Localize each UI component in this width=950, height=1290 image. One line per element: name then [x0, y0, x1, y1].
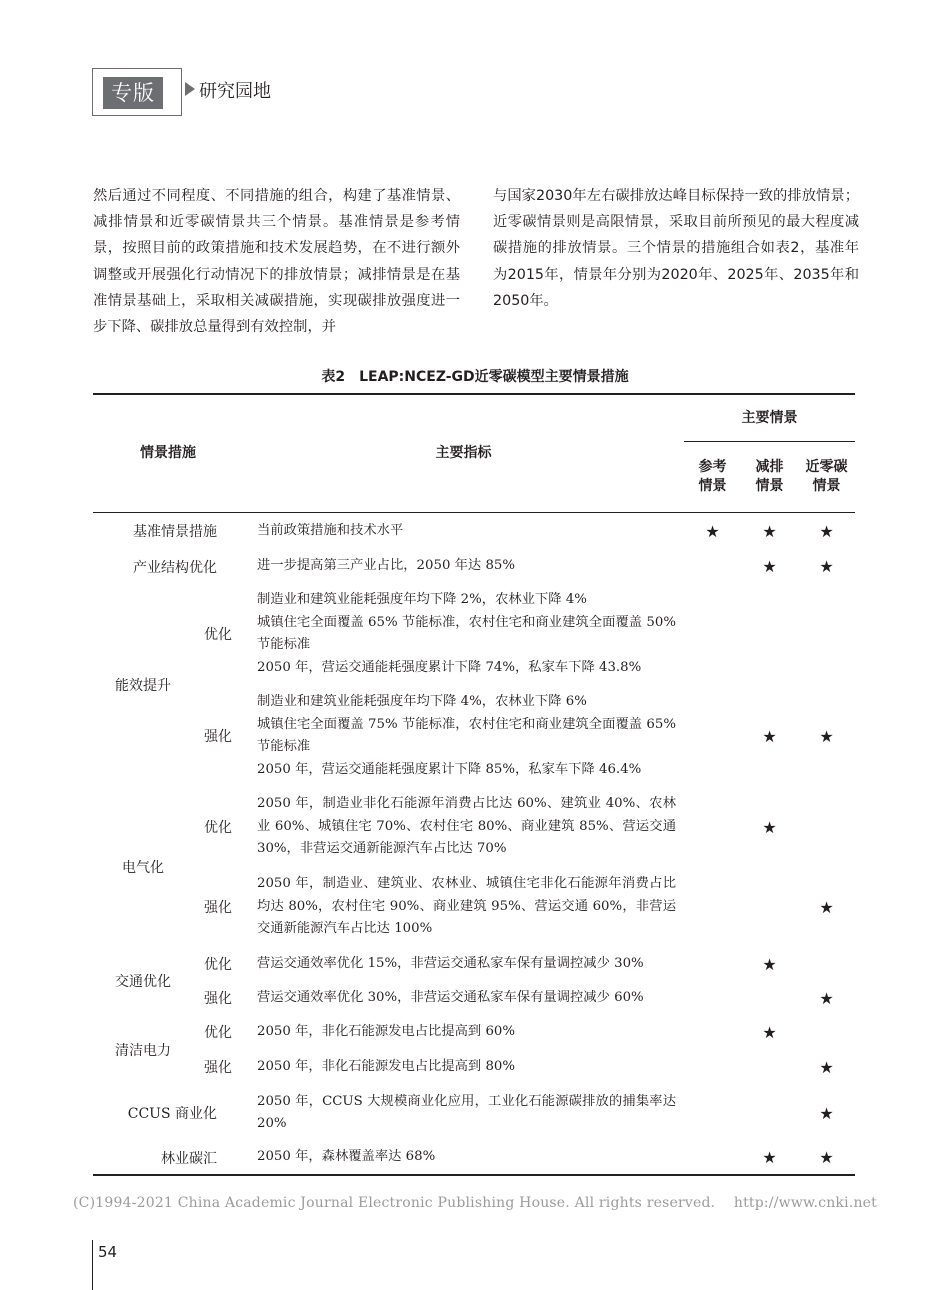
empty-mark — [798, 1015, 855, 1049]
empty-mark — [684, 685, 741, 787]
empty-mark — [741, 583, 798, 685]
indicator-cell: 2050 年，CCUS 大规模商业化应用，工业化石能源碳排放的捕集率达 20% — [257, 1093, 676, 1131]
header-nearzero-scenario — [798, 442, 855, 512]
level-cell: 优化 — [204, 1025, 232, 1041]
table-row — [93, 787, 855, 867]
measure-cell: 产业结构优化 — [133, 559, 217, 576]
table-row — [93, 947, 855, 981]
level-cell: 强化 — [204, 1060, 232, 1076]
table-caption: 表2 LEAP:NCEZ-GD近零碳模型主要情景措施 — [321, 369, 629, 385]
measure-cell: 清洁电力 — [115, 1043, 171, 1059]
indicator-cell: 当前政策措施和技术水平 — [257, 523, 404, 538]
table-row — [93, 1141, 855, 1175]
header-scenarios-label: 主要情景 — [741, 410, 798, 426]
star-mark: ★ — [819, 557, 834, 576]
header-nearzero-line2: 情景 — [812, 477, 841, 494]
indicator-cell: 营运交通效率优化 15%，非营运交通私家车保有量调控减少 30% — [257, 955, 644, 971]
header-nearzero-line1: 近零碳 — [805, 458, 848, 475]
star-mark: ★ — [819, 726, 834, 746]
level-cell: 优化 — [204, 820, 232, 836]
header-measures: 情景措施 — [93, 394, 243, 512]
measure-cell: 基准情景措施 — [133, 524, 217, 541]
star-mark: ★ — [762, 521, 777, 541]
indicator-cell — [243, 583, 684, 685]
indicator-cell: 进一步提高第三产业占比，2050 年达 85% — [257, 558, 516, 574]
scenario-measures-table — [93, 393, 855, 1176]
empty-mark — [684, 867, 741, 947]
table-row — [93, 550, 855, 583]
indicator-line: 制造业和建筑业能耗强度年均下降 4%，农林业下降 6% — [257, 694, 587, 709]
star-mark: ★ — [762, 954, 777, 974]
measure-cell: 交通优化 — [115, 974, 171, 990]
table-row — [93, 685, 855, 787]
indicator-cell: 营运交通效率优化 30%，非营运交通私家车保有量调控减少 60% — [257, 989, 644, 1005]
indicator-cell: 2050 年，非化石能源发电占比提高到 60% — [257, 1023, 516, 1039]
indicator-line: 城镇住宅全面覆盖 75% 节能标准，农村住宅和商业建筑全面覆盖 65% 节能标准 — [257, 716, 676, 754]
star-mark: ★ — [819, 988, 834, 1008]
empty-mark — [741, 1049, 798, 1085]
body-text-left: 然后通过不同程度、不同措施的组合，构建了基准情景、减排情景和近零碳情景共三个情景。基准情景是参考情景，按照目前的政策措施和技术发展趋势，在不进行额外调整或开展强化行动情况下的排放情景；减排情景是在基准情景基础上，采取相关减碳措施，实现碳排放强度进一步下降、碳排放总量得到有效控制，并 — [93, 188, 460, 336]
indicator-line: 2050 年，营运交通能耗强度累计下降 85%，私家车下降 46.4% — [257, 761, 642, 777]
indicator-cell — [243, 685, 684, 787]
level-cell: 优化 — [204, 957, 232, 973]
section-tag-frame — [92, 68, 182, 116]
star-mark: ★ — [819, 1103, 834, 1123]
empty-mark — [684, 1085, 741, 1141]
level-cell: 强化 — [204, 991, 232, 1007]
empty-mark — [741, 867, 798, 947]
indicator-cell: 2050 年，森林覆盖率达 68% — [243, 1141, 684, 1175]
star-mark: ★ — [762, 817, 777, 837]
measure-cell: 林业碳汇 — [93, 1141, 243, 1175]
star-mark: ★ — [819, 521, 834, 541]
empty-mark — [798, 947, 855, 981]
table-row — [93, 583, 855, 685]
empty-mark — [684, 1049, 741, 1085]
indicator-cell: 2050 年，制造业、建筑业、农林业、城镇住宅非化石能源年消费占比均达 80%，农村住宅 90%、商业建筑 95%、营运交通 60%，非营运交通新能源汽车占比达 100% — [257, 876, 676, 937]
empty-mark — [798, 787, 855, 867]
section-name: 研究园地 — [199, 81, 271, 102]
table-row — [93, 981, 855, 1015]
indicator-cell: 2050 年，非化石能源发电占比提高到 80% — [257, 1058, 516, 1074]
empty-mark — [684, 787, 741, 867]
indicator-cell: 2050 年，制造业非化石能源年消费占比达 60%、建筑业 40%、农林业 60%、城镇住宅 70%、农村住宅 80%、商业建筑 85%、营运交通 30%，非营运交通新能源汽车占比达 70% — [257, 796, 676, 857]
body-text-right: 与国家2030年左右碳排放达峰目标保持一致的排放情景；近零碳情景则是高限情景，采取目前所预见的最大程度减碳措施的排放情景。三个情景的措施组合如表2，基准年为2015年，情景年分别为2020年、2025年、2035年和2050年。 — [493, 188, 859, 309]
empty-mark — [684, 1015, 741, 1049]
empty-mark — [684, 583, 741, 685]
indicator-line: 制造业和建筑业能耗强度年均下降 2%，农林业下降 4% — [257, 592, 587, 607]
measure-cell: 能效提升 — [115, 678, 171, 694]
copyright-notice: (C)1994-2021 China Academic Journal Electronic Publishing House. All rights reserved. http://www.cnki.net — [73, 1195, 877, 1211]
header-reduction-scenario — [741, 442, 798, 512]
empty-mark — [684, 550, 741, 583]
empty-mark — [798, 583, 855, 685]
header-reduction-line1: 减排 — [755, 458, 784, 475]
measure-cell: CCUS 商业化 — [127, 1106, 217, 1122]
empty-mark — [741, 1085, 798, 1141]
header-reduction-line2: 情景 — [755, 477, 784, 494]
table-row — [93, 1085, 855, 1141]
level-cell: 强化 — [204, 729, 232, 745]
star-mark: ★ — [741, 1141, 798, 1175]
star-mark: ★ — [762, 726, 777, 746]
indicator-line: 城镇住宅全面覆盖 65% 节能标准，农村住宅和商业建筑全面覆盖 50% 节能标准 — [257, 614, 676, 652]
header-reference-line1: 参考 — [698, 458, 727, 475]
header-reference-scenario — [684, 442, 741, 512]
page-number-rule — [92, 1240, 93, 1290]
header-indicators: 主要指标 — [243, 394, 684, 512]
triangle-right-icon — [185, 82, 195, 96]
table-row — [93, 1049, 855, 1085]
header-scenarios — [684, 394, 855, 442]
empty-mark — [741, 981, 798, 1015]
star-mark: ★ — [819, 897, 834, 917]
star-mark: ★ — [762, 557, 777, 576]
star-mark: ★ — [798, 1141, 855, 1175]
empty-mark — [684, 1141, 741, 1175]
empty-mark — [684, 947, 741, 981]
level-cell: 优化 — [204, 627, 232, 643]
page-number: 54 — [98, 1243, 118, 1261]
star-mark: ★ — [705, 521, 720, 541]
level-cell: 强化 — [204, 900, 232, 916]
star-mark: ★ — [819, 1057, 834, 1077]
empty-mark — [684, 981, 741, 1015]
table-row — [93, 867, 855, 947]
table-row — [93, 1015, 855, 1049]
star-mark: ★ — [762, 1022, 777, 1042]
table-row — [93, 512, 855, 550]
indicator-line: 2050 年，营运交通能耗强度累计下降 74%，私家车下降 43.8% — [257, 659, 642, 675]
measure-cell: 电气化 — [122, 860, 164, 876]
header-reference-line2: 情景 — [698, 477, 727, 494]
section-tag: 专版 — [103, 77, 163, 109]
